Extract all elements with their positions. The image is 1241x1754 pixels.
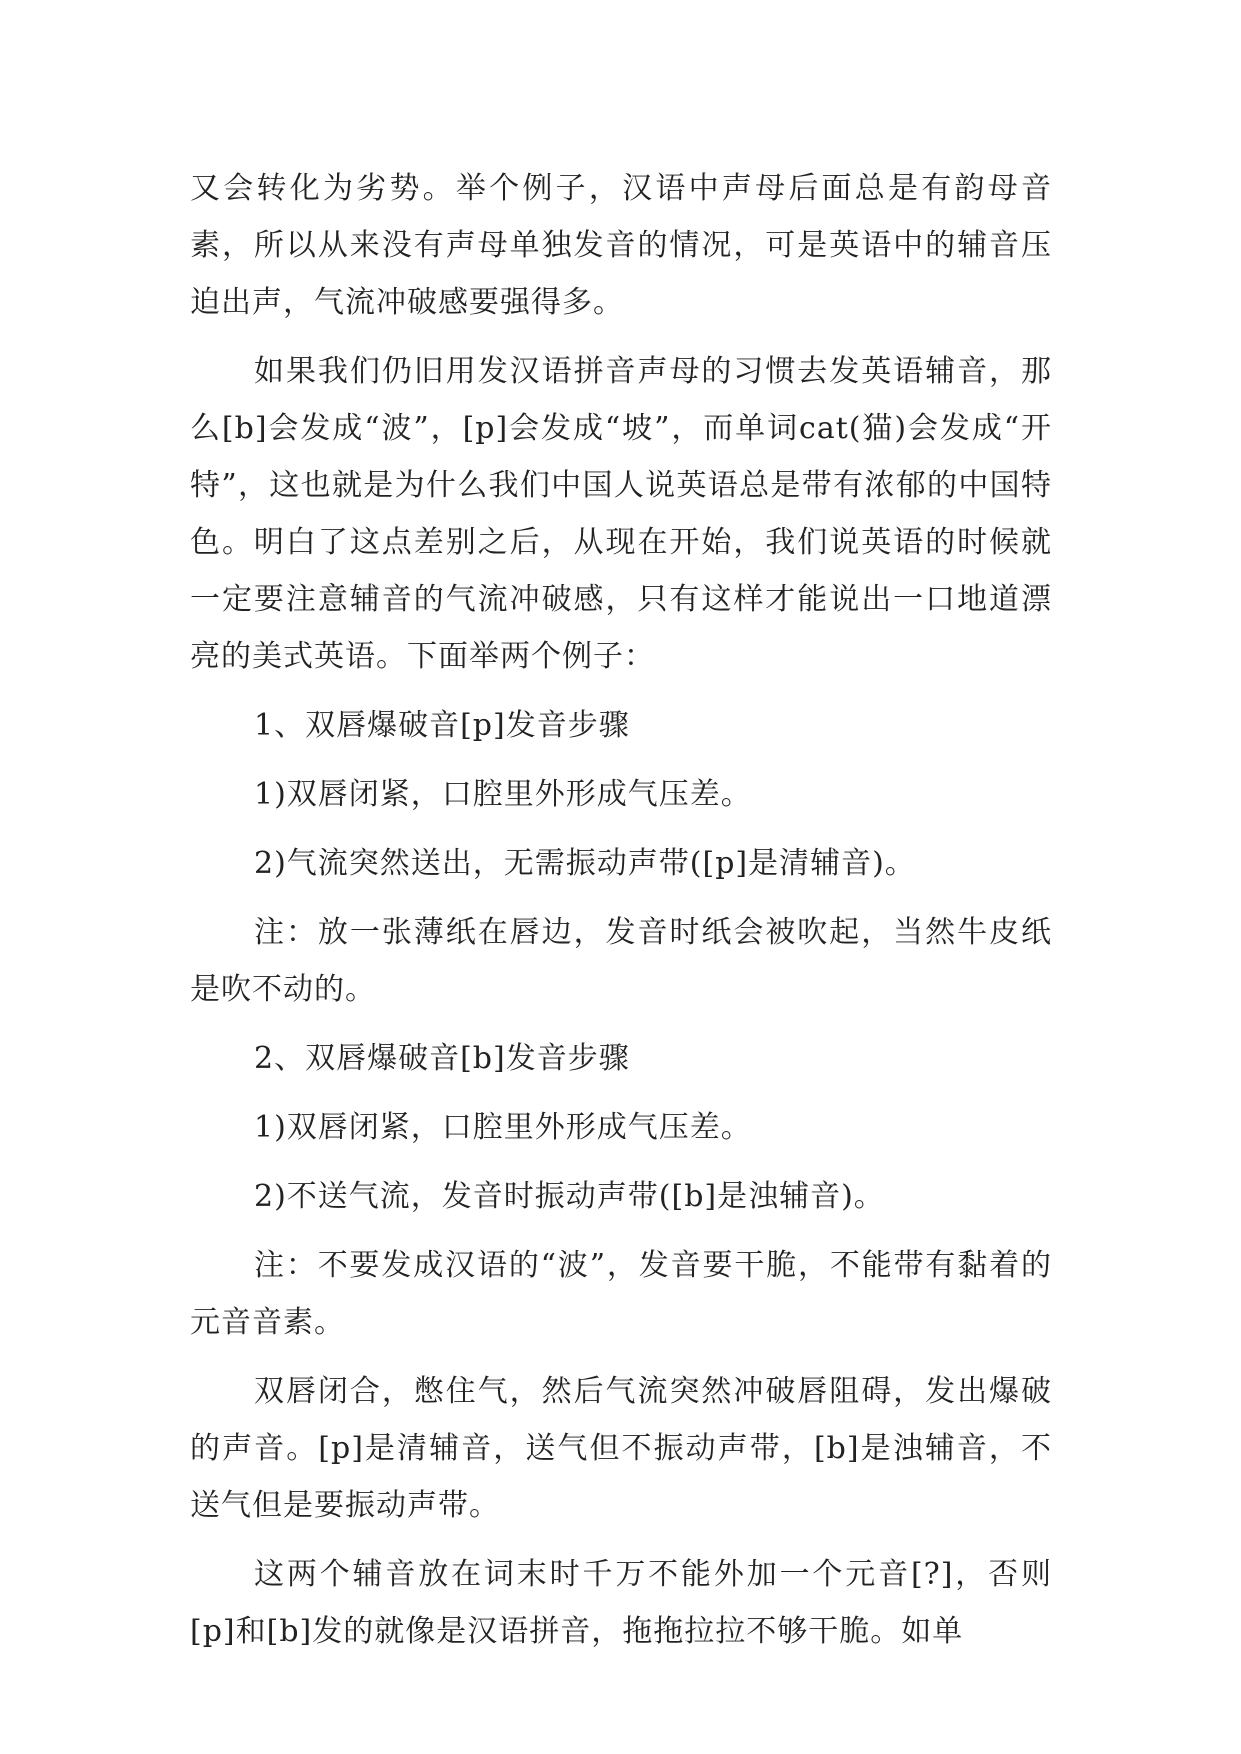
paragraph: 又会转化为劣势。举个例子，汉语中声母后面总是有韵母音素，所以从来没有声母单独发音的情况，可是英语中的辅音压迫出声，气流冲破感要强得多。 [190,171,1052,320]
note-paragraph: 注：放一张薄纸在唇边，发音时纸会被吹起，当然牛皮纸是吹不动的。 [190,915,1052,1007]
step-item: 2)气流突然送出，无需振动声带([p]是清辅音)。 [254,846,916,881]
section-heading: 1、双唇爆破音[p]发音步骤 [254,708,630,743]
note-paragraph: 注：不要发成汉语的“波”，发音要干脆，不能带有黏着的元音音素。 [190,1248,1052,1340]
step-item: 1)双唇闭紧，口腔里外形成气压差。 [254,777,752,812]
step-item: 1)双唇闭紧，口腔里外形成气压差。 [254,1110,752,1145]
paragraph: 如果我们仍旧用发汉语拼音声母的习惯去发英语辅音，那么[b]会发成“波”，[p]会发成“坡”，而单词cat(猫)会发成“开特”，这也就是为什么我们中国人说英语总是带有浓郁的中国特色。明白了这点差别之后，从现在开始，我们说英语的时候就一定要注意辅音的气流冲破感，只有这样才能说出一口地道漂亮的美式英语。下面举两个例子： [190,354,1052,674]
document-body [190,160,1052,1672]
section-heading: 2、双唇爆破音[b]发音步骤 [254,1041,630,1076]
paragraph: 这两个辅音放在词末时千万不能外加一个元音[?]，否则[p]和[b]发的就像是汉语拼音，拖拖拉拉不够干脆。如单 [190,1557,1052,1649]
step-item: 2)不送气流，发音时振动声带([b]是浊辅音)。 [254,1179,885,1214]
paragraph: 双唇闭合，憋住气，然后气流突然冲破唇阻碍，发出爆破的声音。[p]是清辅音，送气但不振动声带，[b]是浊辅音，不送气但是要振动声带。 [190,1374,1052,1523]
